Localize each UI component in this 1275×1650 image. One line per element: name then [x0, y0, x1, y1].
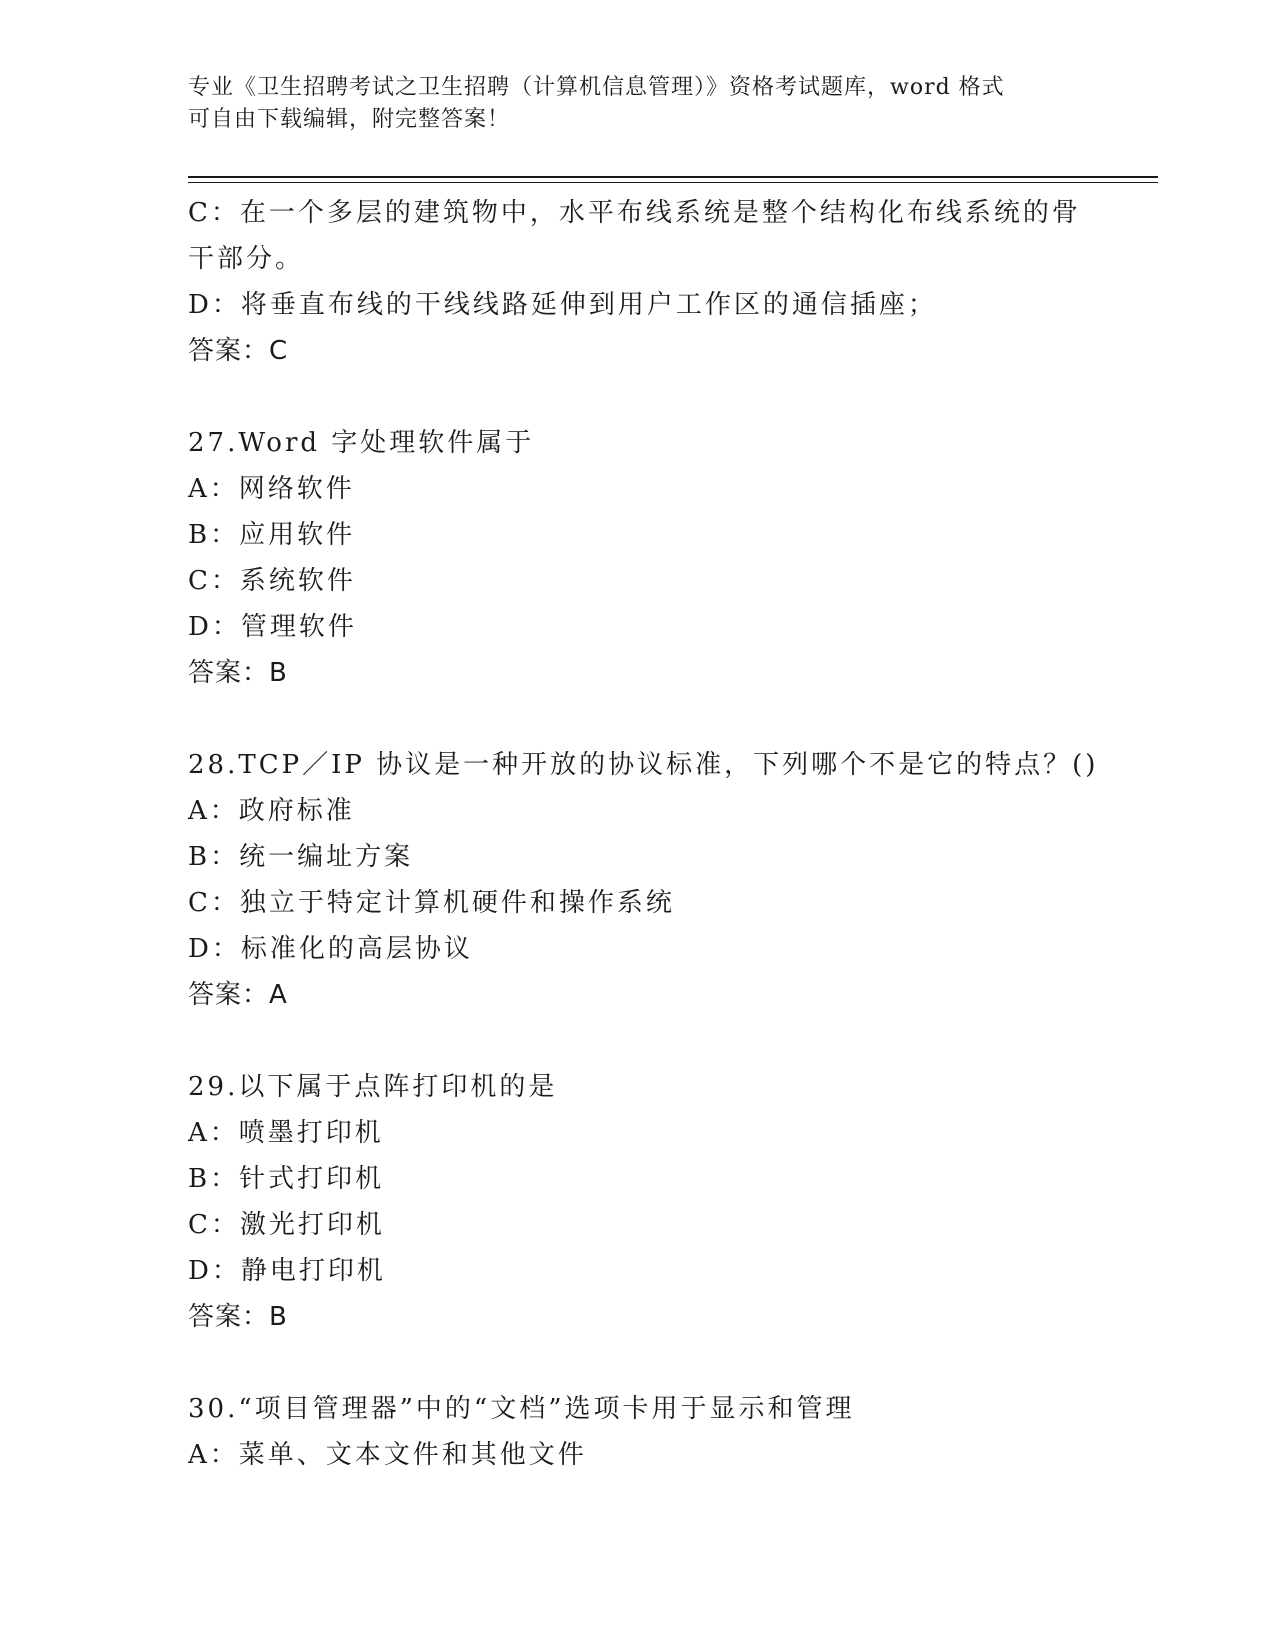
option-c: C：在一个多层的建筑物中，水平布线系统是整个结构化布线系统的骨	[188, 198, 1081, 228]
spacer	[188, 1018, 1148, 1064]
option-b: B：应用软件	[188, 520, 356, 550]
option-d: D：标准化的高层协议	[188, 934, 473, 964]
option-d: D：管理软件	[188, 612, 357, 642]
option-a: A：网络软件	[188, 474, 355, 504]
header-divider-thin	[188, 182, 1158, 183]
question-30	[188, 1386, 1148, 1478]
option-d: D：将垂直布线的干线线路延伸到用户工作区的通信插座；	[188, 290, 937, 320]
header-divider-thick	[188, 176, 1158, 178]
option-a: A：菜单、文本文件和其他文件	[188, 1440, 587, 1470]
option-b: B：统一编址方案	[188, 842, 414, 872]
question-stem: 28.TCP／IP 协议是一种开放的协议标准，下列哪个不是它的特点？()	[188, 750, 1099, 780]
document-header	[188, 72, 1088, 136]
option-a: A：喷墨打印机	[188, 1118, 384, 1148]
question-28	[188, 742, 1148, 1018]
spacer	[188, 374, 1148, 420]
option-a: A：政府标准	[188, 796, 355, 826]
option-d: D：静电打印机	[188, 1256, 386, 1286]
option-c-continued: 干部分。	[188, 244, 305, 274]
question-stem: 29.以下属于点阵打印机的是	[188, 1072, 558, 1102]
question-29	[188, 1064, 1148, 1340]
question-list	[188, 190, 1148, 1478]
question-stem: 27.Word 字处理软件属于	[188, 428, 535, 458]
question-stem: 30.“项目管理器”中的“文档”选项卡用于显示和管理	[188, 1394, 855, 1424]
spacer	[188, 696, 1148, 742]
option-c: C：激光打印机	[188, 1210, 385, 1240]
spacer	[188, 1340, 1148, 1386]
answer: 答案：C	[188, 336, 289, 366]
header-line-2: 可自由下载编辑，附完整答案！	[188, 107, 511, 132]
option-c: C：独立于特定计算机硬件和操作系统	[188, 888, 675, 918]
header-line-1: 专业《卫生招聘考试之卫生招聘（计算机信息管理）》资格考试题库，word 格式	[188, 75, 1005, 100]
answer: 答案：A	[188, 980, 288, 1010]
answer: 答案：B	[188, 1302, 288, 1332]
question-26-continuation	[188, 190, 1148, 374]
answer: 答案：B	[188, 658, 288, 688]
option-b: B：针式打印机	[188, 1164, 385, 1194]
question-27	[188, 420, 1148, 696]
option-c: C：系统软件	[188, 566, 356, 596]
